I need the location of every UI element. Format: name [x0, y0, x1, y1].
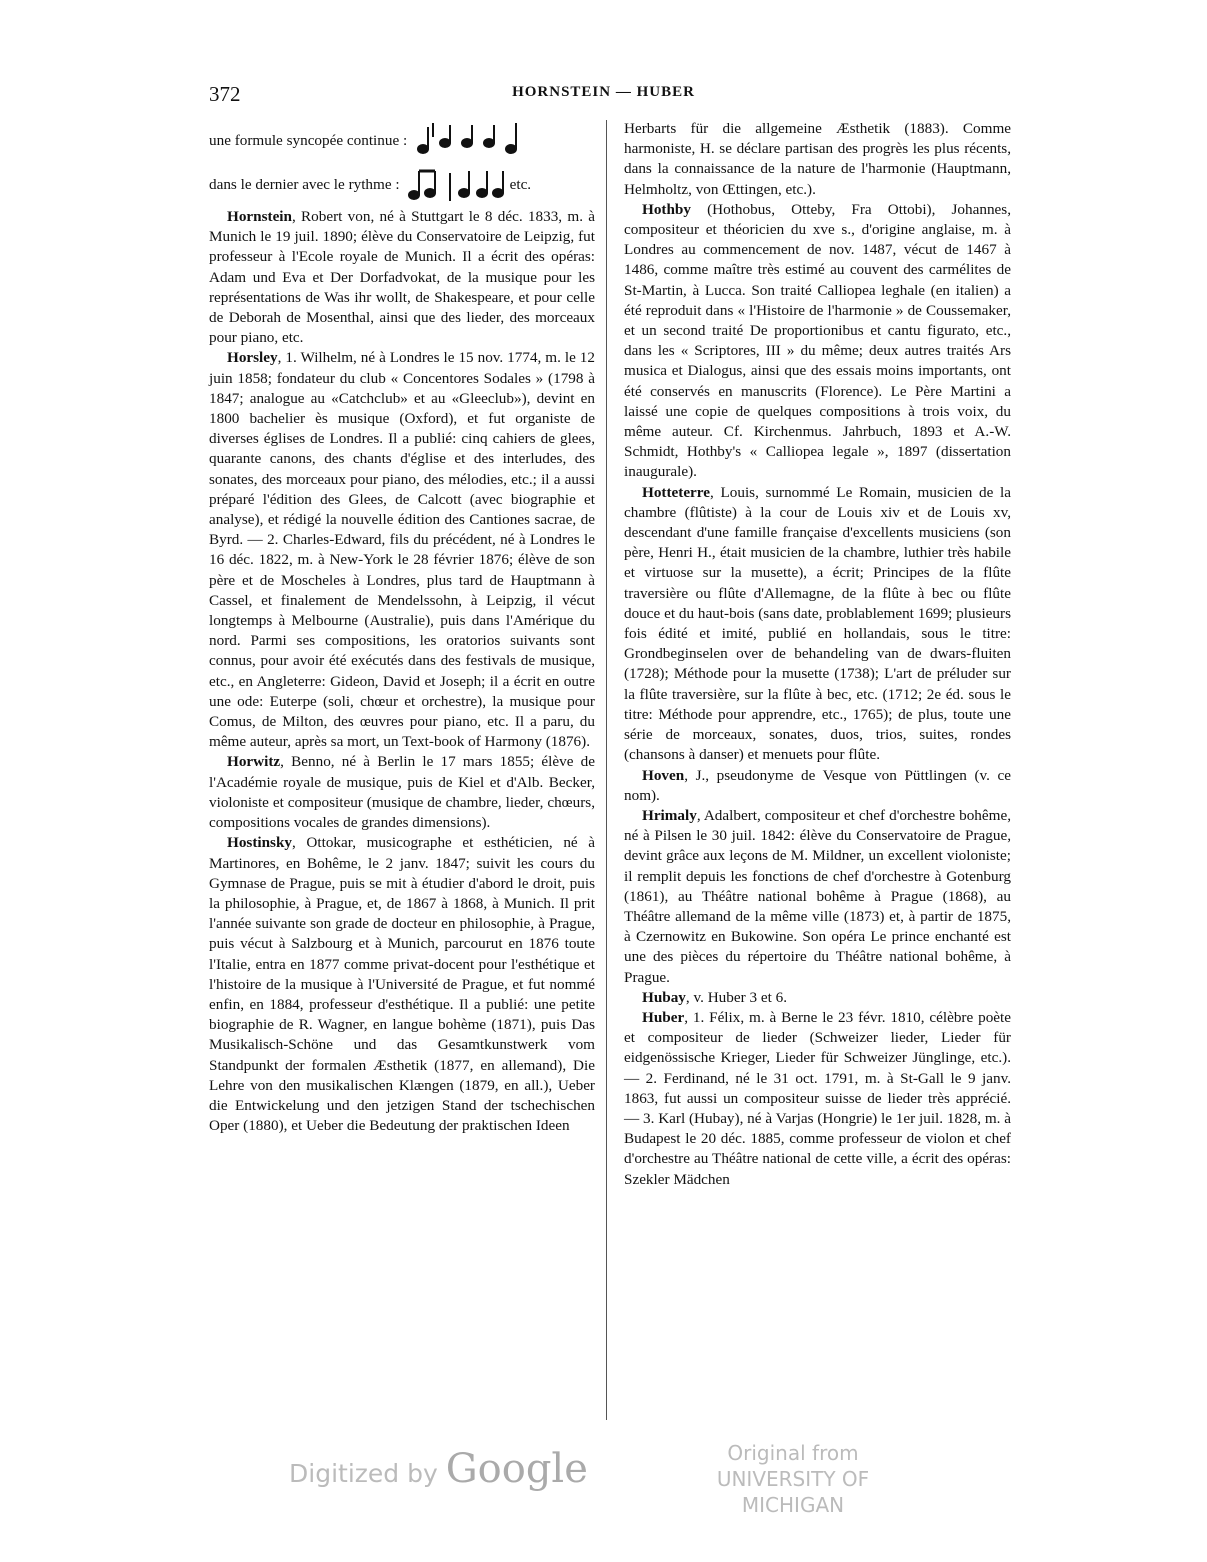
entry-paragraph: Huber, 1. Félix, m. à Berne le 23 févr. 1810, célèbre poète et compositeur de lieder (Schweizer lieder, Lieder für eidgenössische Krieger, Lieder für Schweizer Jünglinge, etc.). — 2. Ferdinand, né le 31 oct. 1791, m. à St-Gall le 9 janv. 1863, fut aussi un compositeur suisse de lieder très apprécié. — 3. Karl (Hubay), né à Varjas (Hongrie) le 1er juil. 1828, m. à Budapest le 20 déc. 1885, comme professeur de violon et chef d'orchestre au Théâtre national de cette ville, a écrit des opéras: Szekler Mädchen: [624, 1008, 1011, 1188]
left-entries: [209, 207, 595, 1136]
right-entries: [624, 119, 1011, 1190]
original-from-line: Original from: [727, 1441, 859, 1465]
entry-paragraph: Hoven, J., pseudonyme de Vesque von Püttlingen (v. ce nom).: [624, 766, 1011, 804]
column-divider: [606, 120, 607, 1420]
syncopated-notes-icon: [413, 119, 533, 163]
digitized-by-watermark: [289, 1446, 588, 1492]
entry-paragraph: Hostinsky, Ottokar, musicographe et esthéticien, né à Martinores, en Bohême, le 2 janv. 1847; suivit les cours du Gymnase de Prague, puis se mit à étudier d'abord le droit, puis la philosophie, à Prague, et, de 1867 à 1868, à Munich. Il prit l'année suivante son grade de docteur en philosophie, à Prague, puis vécut à Salzbourg et à Munich, parcourut en 1876 toute l'Italie, entra en 1877 comme privat-docent pour l'esthétique et l'histoire de la musique à l'Université de Prague, et fut nommé enfin, en 1884, professeur d'esthétique. Il a publié: une petite biographie de R. Wagner, en langue bohème (1871), puis Das Musikalisch-Schöne und das Gesamtkunstwerk vom Standpunkt der formalen Æsthetik (1877, en allemand), Die Lehre von den musikalischen Klængen (1879, en all.), Ueber die Entwickelung und den jetzigen Stand der tschechischen Oper (1880), et Ueber die Bedeutung der praktischen Ideen: [209, 834, 595, 1135]
running-title: HORNSTEIN — HUBER: [512, 84, 695, 100]
page-header: [0, 82, 1207, 112]
left-column: [209, 119, 595, 1136]
music-label-2: dans le dernier avec le rythme :: [209, 175, 400, 193]
digitized-prefix: Digitized by: [289, 1459, 438, 1488]
original-from-watermark: [668, 1440, 918, 1518]
page-number: 372: [209, 82, 241, 106]
music-example-1: [209, 119, 595, 163]
entry-paragraph: Hubay, v. Huber 3 et 6.: [642, 988, 787, 1006]
right-column: [624, 119, 1011, 1190]
entry-paragraph: Hotteterre, Louis, surnommé Le Romain, musicien de la chambre (flûtiste) à la cour de Louis xiv et de Louis xv, descendant d'une famille française d'excellents musiciens (son père, Henri H., était musicien de la chambre, luthier très habile et virtuose sur la musette), a écrit; Principes de la flûte traversière ou flûte d'Allemagne, de la flûte à bec ou flûte douce et du haut-bois (sans date, problablement 1699; plusieurs fois édité et imité, publié en hollandais, sous le titre: Grondbeginselen over de behandeling van de dwars-fluiten (1728); Méthode pour la musette (1738); L'art de préluder sur la flûte traversière, sur la flûte à bec, etc. (1712; 2e éd. sous le titre: Méthode pour apprendre, etc., 1765); de plus, toute une série de morceaux, sonates, duos, trios, suites, rondes (chansons à danser) et menuets pour flûte.: [624, 483, 1011, 764]
music-etc: etc.: [509, 175, 532, 193]
entry-paragraph: Herbarts für die allgemeine Æsthetik (1883). Comme harmoniste, H. se déclare partisan des progrès les plus récents, dans la connaissance de la nature de l'harmonie (Hauptmann, Helmholtz, von Œttingen, etc.).: [624, 120, 1011, 198]
music-label-1: une formule syncopée continue :: [209, 131, 408, 149]
entry-paragraph: Horwitz, Benno, né à Berlin le 17 mars 1855; élève de l'Académie royale de musique, puis de Kiel et d'Alb. Becker, violoniste et compositeur (musique de chambre, lieder, chœurs, compositions vocales de grandes dimensions).: [209, 753, 595, 832]
entry-paragraph: Horsley, 1. Wilhelm, né à Londres le 15 nov. 1774, m. le 12 juin 1858; fondateur du club « Concentores Sodales » (1798 à 1847; analogue au «Catchclub» et au «Gleeclub»), devint en 1800 bachelier ès musique (Oxford), et fut organiste de diverses églises de Londres. Il a publié: cinq cahiers de glees, quarante canons, des chants d'église et des interludes, des sonates, des morceaux pour piano, des mélodies, etc.; il a aussi préparé l'édition des Glees, de Calcott (avec biographie et analyse), et rédigé la nouvelle édition des Cantiones sacrae, de Byrd. — 2. Charles-Edward, fils du précédent, né à Londres le 16 déc. 1822, m. à New-York le 28 février 1876; élève de son père et de Moscheles à Londres, plus tard de Hauptmann à Cassel, et finalement de Mendelssohn, à Leipzig, il vécut longtemps à Melbourne (Australie), puis dans l'Amérique du nord. Parmi ses compositions, les oratorios suivants sont connus, pour avoir été exécutés dans des festivals de musique, etc., en Angleterre: Gideon, David et Joseph; il a écrit en outre une ode: Euterpe (soli, chœur et orchestre), la musique pour Comus, de Milton, des œuvres pour piano, etc. Il a paru, du même auteur, après sa mort, un Text-book of Harmony (1876).: [209, 349, 595, 751]
music-example-2: [209, 163, 595, 207]
entry-paragraph: Hothby (Hothobus, Otteby, Fra Ottobi), Johannes, compositeur et théoricien du xve s., d'origine anglaise, m. à Londres au commencement de nov. 1487, vécut de 1467 à 1486, comme maître très estimé au couvent des carmélites de St-Martin, à Lucca. Son traité Calliopea leghale (en italien) a été reproduit dans « l'Histoire de l'harmonie » de Coussemaker, et un second traité De proportionibus et cantu figurato, etc., dans les « Scriptores, III » du même; deux autres traités Ars musica et Dialogus, ainsi que des essais moins importants, ont été conservés en manuscrits (Florence). Le Père Martini a laissé une copie de quelques compositions à trois voix, du même auteur. Cf. Kirchenmus. Jahrbuch, 1893 et A.-W. Schmidt, Hothby's « Calliopea legale », 1897 (dissertation inaugurale).: [624, 200, 1011, 481]
entry-paragraph: Hornstein, Robert von, né à Stuttgart le 8 déc. 1833, m. à Munich le 19 juil. 1890; élève du Conservatoire de Leipzig, fut professeur à l'Ecole royale de Munich. Il a écrit des opéras: Adam und Eva et Der Dorfadvokat, de la musique pour les représentations de Was ihr wollt, de Shakespeare, et pour celle de Deborah de Mosenthal, ainsi que des lieder, des morceaux pour piano, etc.: [209, 208, 595, 347]
rhythm-notes-icon: [406, 163, 510, 207]
university-line: UNIVERSITY OF MICHIGAN: [716, 1467, 870, 1517]
digitization-footer: [0, 1440, 1207, 1517]
google-logo: Google: [445, 1446, 588, 1492]
entry-paragraph: Hrimaly, Adalbert, compositeur et chef d'orchestre bohême, né à Pilsen le 30 juil. 1842: élève du Conservatoire de Prague, devint grâce aux leçons de M. Mildner, un excellent violoniste; il remplit depuis les fonctions de chef d'orchestre à Gotenburg (1861), au Théâtre national bohême à Prague (1868), au Théâtre allemand de la même ville (1873) et, à partir de 1875, à Czernowitz en Bukowine. Son opéra Le prince enchanté est une des pièces du répertoire du Théâtre national bohême, à Prague.: [624, 806, 1011, 986]
